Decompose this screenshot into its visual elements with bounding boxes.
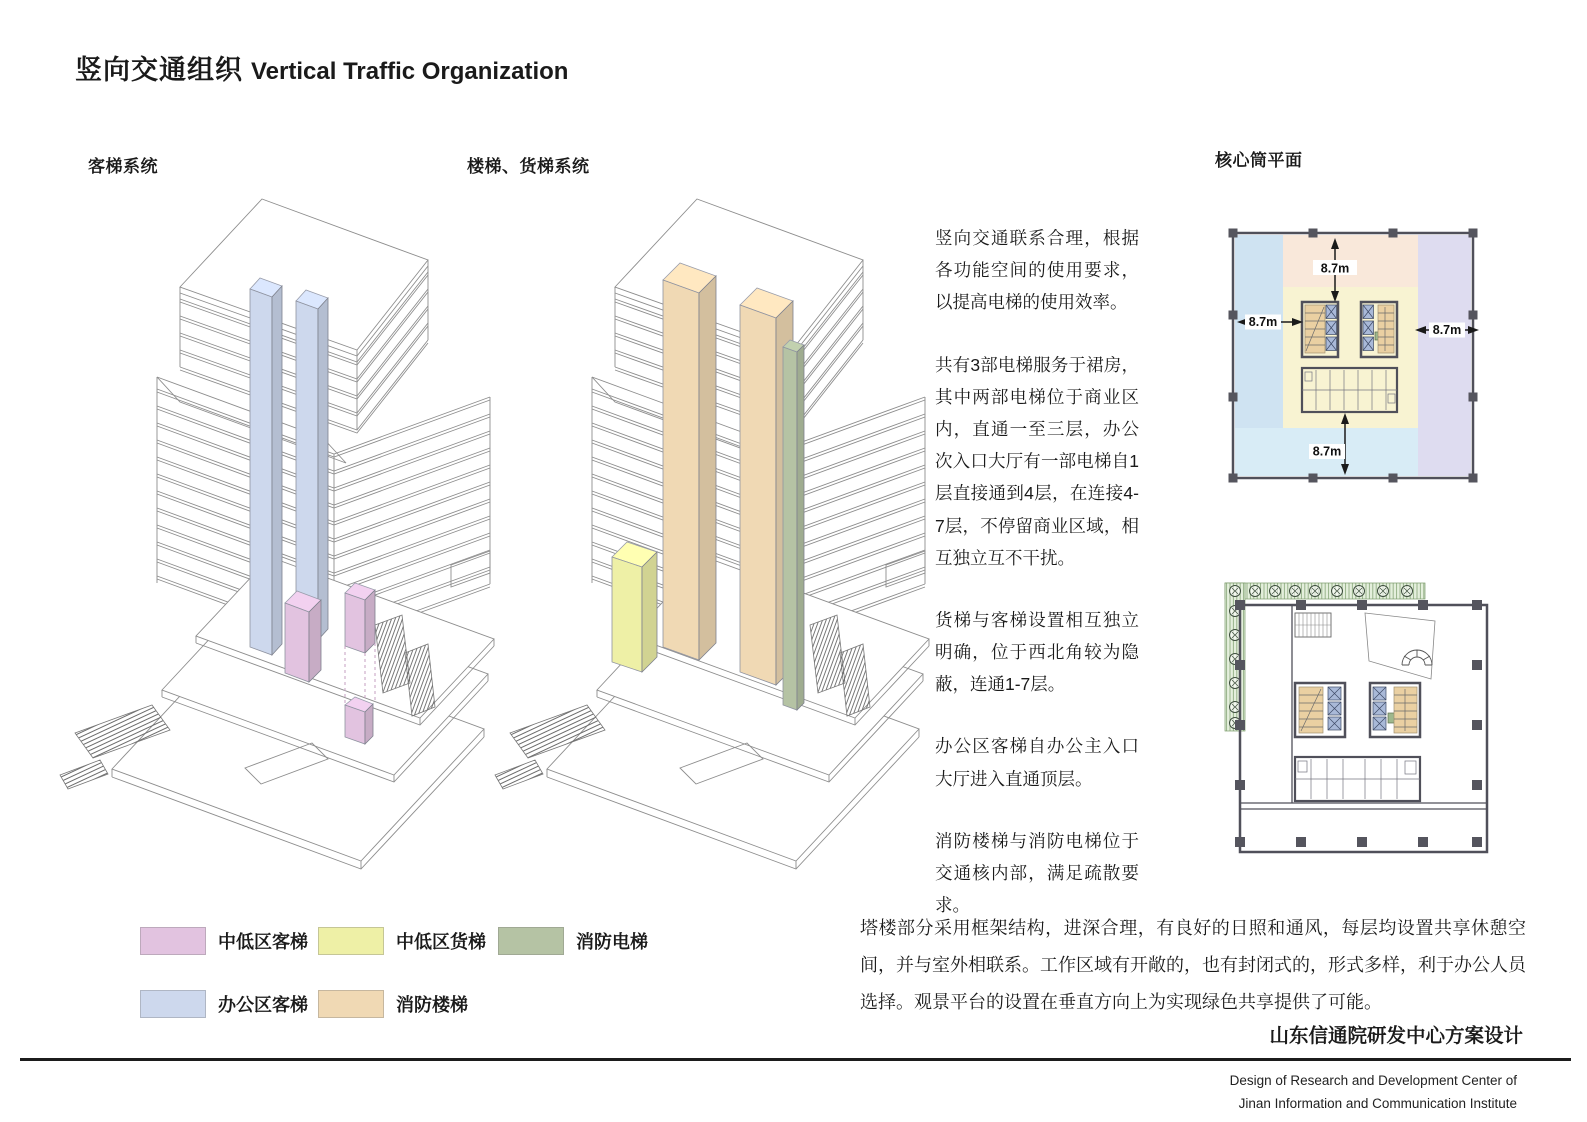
legend-label: 办公区客梯 [218,995,308,1015]
legend-item-fire-elevator [498,927,648,955]
plan-interior-walls [1240,605,1487,809]
project-credit-en-line1: Design of Research and Development Center of [1229,1073,1517,1088]
plan-spiral-ramp [1365,613,1435,679]
legend-swatch-mid-low-passenger [140,927,206,955]
plan-core-stair-elevators [1302,302,1338,357]
legend-item-mid-low-freight [318,927,486,955]
legend-item-fire-stair [318,990,468,1018]
axon-stair-freight-system [495,185,935,885]
legend-swatch-fire-stair [318,990,384,1018]
core-plan-typical [1205,222,1485,484]
legend-label: 消防电梯 [576,932,648,952]
label-stair-freight-system: 楼梯、货梯系统 [467,157,590,176]
mid-low-freight-elevator-box [612,542,657,672]
description-paragraph: 共有3部电梯服务于裙房，其中两部电梯位于商业区内，直通一至三层，办公次入口大厅有一部电梯自1层直接通到4层，在连接4-7层，不停留商业区域，相互独立互不干扰。 [935,354,1139,568]
legend-item-mid-low-passenger [140,927,308,955]
legend-label: 中低区货梯 [396,932,486,952]
legend-label: 消防楼梯 [396,995,468,1015]
core-plan-podium [1195,565,1495,860]
plan-stair [1295,613,1331,637]
plan-core-stair-elevators [1295,683,1345,737]
legend-swatch-fire-elevator [498,927,564,955]
page-title-zh: 竖向交通组织 [75,55,243,85]
plan-toilet-block [1295,757,1420,801]
description-paragraph: 消防楼梯与消防电梯位于交通核内部，满足疏散要求。 [935,830,1139,916]
description-column [935,222,1139,951]
dim-label-right: 8.7m [1432,323,1462,337]
dim-label-left: 8.7m [1248,315,1278,329]
axon-passenger-elevator-system [60,185,500,885]
description-paragraph: 竖向交通联系合理，根据各功能空间的使用要求，以提高电梯的使用效率。 [935,228,1139,313]
project-credit-en-line2: Jinan Information and Communication Institute [1238,1096,1517,1111]
fire-elevator-shaft [783,340,804,710]
tower-structure-note: 塔楼部分采用框架结构，进深合理，有良好的日照和通风，每层均设置共享休憩空间，并与室外相联系。工作区域有开敞的，也有封闭式的，形式多样，利于办公人员选择。观景平台的设置在垂直方向上为实现绿色共享提供了可能。 [860,918,1526,1013]
project-credit-en [1230,1069,1517,1115]
dim-label-bottom: 8.7m [1312,444,1342,459]
dim-label-top: 8.7m [1320,261,1350,276]
page-title-en: Vertical Traffic Organization [251,58,569,85]
plan-core-elevators-stair [1370,683,1420,737]
project-credit-zh: 山东信通院研发中心方案设计 [1269,1025,1523,1047]
legend-swatch-office-passenger [140,990,206,1018]
page-title [75,48,568,87]
description-paragraph: 货梯与客梯设置相互独立明确，位于西北角较为隐蔽，连通1-7层。 [935,609,1139,695]
label-passenger-elevator-system: 客梯系统 [88,157,158,176]
legend-item-office-passenger [140,990,308,1018]
footer-rule [20,1058,1571,1061]
label-core-plan: 核心筒平面 [1215,151,1303,170]
plan-columns [1235,600,1482,847]
legend-label: 中低区客梯 [218,932,308,952]
legend-swatch-mid-low-freight [318,927,384,955]
description-paragraph: 办公区客梯自办公主入口大厅进入直通顶层。 [935,736,1139,789]
plan-core-elevators-stair [1361,302,1397,357]
plan-outer-wall [1240,605,1487,852]
